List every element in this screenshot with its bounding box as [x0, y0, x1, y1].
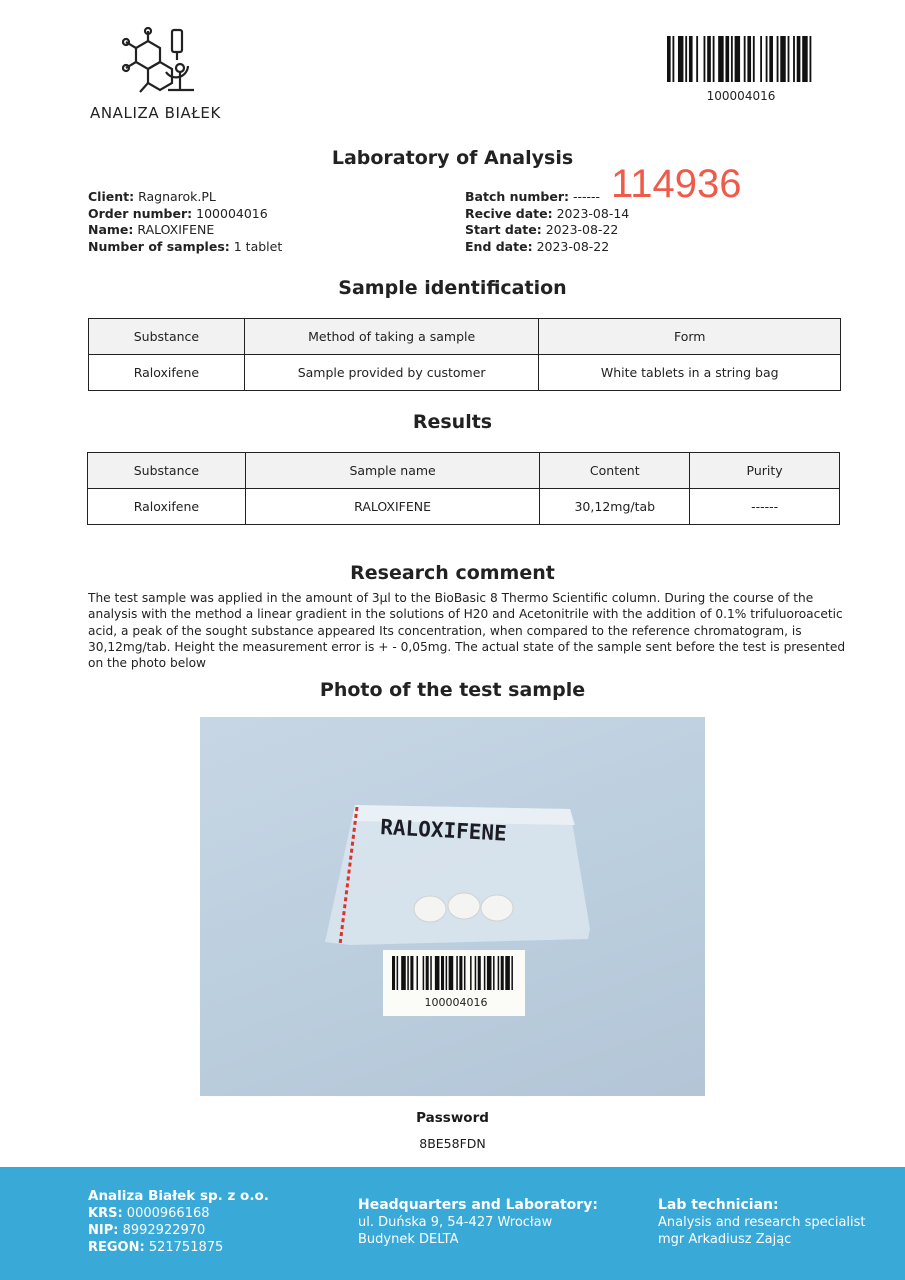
- barcode-bar: [725, 36, 729, 82]
- barcode-bar: [797, 36, 801, 82]
- barcode-bar: [475, 956, 477, 990]
- hq-heading: Headquarters and Laboratory:: [358, 1197, 598, 1213]
- barcode-bar: [493, 956, 495, 990]
- barcode-bar: [478, 956, 481, 990]
- bag-label: RALOXIFENE: [379, 815, 508, 846]
- barcode-bar: [456, 956, 458, 990]
- order-row: [88, 206, 282, 223]
- barcode-bar: [810, 36, 812, 82]
- barcode-bar: [464, 956, 466, 990]
- column-header: Substance: [89, 319, 245, 355]
- barcode-bar: [731, 36, 733, 82]
- nip-row: [88, 1222, 269, 1239]
- barcode-bar: [423, 956, 425, 990]
- regon-label: REGON:: [88, 1240, 145, 1255]
- company-name: Analiza Białek sp. z o.o.: [88, 1188, 269, 1204]
- sticker-barcode-number: 100004016: [424, 996, 488, 1009]
- barcode-bar: [713, 36, 715, 82]
- batch-label: Batch number:: [465, 189, 570, 204]
- end-value: 2023-08-22: [536, 238, 610, 254]
- regon-row: [88, 1239, 269, 1256]
- barcode-bar: [426, 956, 429, 990]
- tech-name: mgr Arkadiusz Zając: [658, 1232, 792, 1247]
- footer: [0, 1167, 905, 1280]
- barcode-bar: [392, 956, 395, 990]
- column-header: Method of taking a sample: [244, 319, 539, 355]
- column-header: Substance: [88, 453, 246, 489]
- barcode-bar: [760, 36, 762, 82]
- barcode-icon: [667, 36, 815, 82]
- barcode-bar: [696, 36, 698, 82]
- sample-identification-heading: Sample identification: [338, 277, 567, 299]
- nip-label: NIP:: [88, 1223, 119, 1238]
- column-header: Sample name: [245, 453, 540, 489]
- barcode-bar: [416, 956, 418, 990]
- molecule-microscope-logo-icon: [122, 26, 202, 98]
- barcode-bar: [430, 956, 432, 990]
- krs-label: KRS:: [88, 1206, 123, 1221]
- regon-value: 521751875: [148, 1240, 224, 1255]
- name-row: [88, 222, 282, 239]
- barcode-bar: [401, 956, 406, 990]
- results-table: [87, 452, 840, 525]
- barcode-bar: [802, 36, 807, 82]
- table-cell: ------: [690, 489, 840, 525]
- start-value: 2023-08-22: [545, 222, 619, 237]
- client-row: [88, 189, 282, 206]
- table-cell: Raloxifene: [88, 489, 246, 525]
- barcode-bar: [753, 36, 755, 82]
- table-row: [88, 489, 840, 525]
- start-row: [465, 222, 629, 239]
- barcode-bar: [459, 956, 462, 990]
- nip-value: 8992922970: [122, 1223, 206, 1238]
- barcode-bar: [704, 36, 706, 82]
- order-value: 100004016: [196, 205, 268, 221]
- barcode-bar: [793, 36, 795, 82]
- sample-photo: [200, 717, 705, 1096]
- barcode-bar: [441, 956, 444, 990]
- batch-number: 114936: [611, 162, 742, 206]
- hq-address: ul. Duńska 9, 54-427 Wrocław: [358, 1215, 553, 1230]
- order-label: Order number:: [88, 205, 193, 221]
- footer-company: [88, 1188, 269, 1256]
- barcode-bar: [501, 956, 504, 990]
- table-row: [89, 355, 841, 391]
- batch-info: [465, 189, 629, 255]
- samples-row: [88, 239, 282, 256]
- column-header: Purity: [690, 453, 840, 489]
- barcode-bar: [777, 36, 779, 82]
- tech-heading: Lab technician:: [658, 1197, 779, 1213]
- company-logo: [88, 22, 248, 122]
- barcode-bar: [449, 956, 454, 990]
- barcode-bar: [397, 956, 399, 990]
- barcode-bar: [747, 36, 751, 82]
- samples-value: 1 tablet: [233, 238, 283, 254]
- barcode-bar: [718, 36, 723, 82]
- table-header-row: [88, 453, 840, 489]
- barcode-bar: [678, 36, 683, 82]
- results-heading: Results: [412, 411, 493, 433]
- barcode-bar: [407, 956, 409, 990]
- barcode-bar: [446, 956, 448, 990]
- barcode-bar: [435, 956, 440, 990]
- footer-technician: [658, 1197, 866, 1248]
- table-cell: White tablets in a string bag: [539, 355, 841, 391]
- sample-bag-illustration: [200, 717, 705, 1096]
- barcode-bar: [487, 956, 492, 990]
- tech-role: Analysis and research specialist: [658, 1215, 866, 1230]
- barcode-bar: [744, 36, 746, 82]
- barcode-bar: [766, 36, 768, 82]
- barcode-bar: [707, 36, 711, 82]
- barcode-bar: [788, 36, 790, 82]
- barcode-bar: [511, 956, 513, 990]
- client-label: Client:: [88, 189, 135, 204]
- name-value: RALOXIFENE: [137, 222, 215, 237]
- start-label: Start date:: [465, 222, 542, 237]
- barcode-bar: [667, 36, 671, 82]
- page-title: Laboratory of Analysis: [331, 147, 574, 169]
- barcode-bar: [769, 36, 773, 82]
- barcode-bar: [498, 956, 500, 990]
- password-label: Password: [416, 1110, 489, 1126]
- krs-row: [88, 1205, 269, 1222]
- password-value: 8BE58FDN: [419, 1136, 486, 1151]
- barcode-bar: [505, 956, 510, 990]
- logo-text: ANALIZA BIAŁEK: [90, 104, 221, 122]
- research-comment-text: The test sample was applied in the amount of 3µl to the BioBasic 8 Thermo Scientific column. During the course of the analysis with the method a linear gradient in the solutions of H20 and Acetonitrile with the addition of 0.1% trifuluoroacetic acid, a peak of the sought substance appeared Its concentration, when compared to the reference chromatogram, is 30,12mg/tab. Height the measurement error is + - 0,05mg. The actual state of the sample sent before the test is presented on the photo below: [88, 591, 846, 671]
- table-cell: Raloxifene: [89, 355, 245, 391]
- samples-label: Number of samples:: [88, 238, 230, 254]
- photo-heading: Photo of the test sample: [319, 679, 586, 701]
- hq-building: Budynek DELTA: [358, 1232, 459, 1247]
- column-header: Content: [540, 453, 690, 489]
- tablets: [414, 893, 513, 922]
- barcode-bar: [672, 36, 674, 82]
- krs-value: 0000966168: [126, 1206, 210, 1221]
- name-label: Name:: [88, 222, 134, 237]
- footer-headquarters: [358, 1197, 598, 1248]
- barcode-bar: [410, 956, 413, 990]
- table-cell: Sample provided by customer: [244, 355, 539, 391]
- order-info: [88, 189, 282, 255]
- research-comment-heading: Research comment: [350, 562, 555, 584]
- receive-label: Recive date:: [465, 205, 553, 221]
- end-label: End date:: [465, 238, 533, 254]
- sample-identification-table: [88, 318, 841, 391]
- table-cell: 30,12mg/tab: [540, 489, 690, 525]
- column-header: Form: [539, 319, 841, 355]
- table-header-row: [89, 319, 841, 355]
- barcode-bar: [780, 36, 785, 82]
- receive-value: 2023-08-14: [556, 205, 630, 221]
- barcode-bar: [689, 36, 693, 82]
- receive-row: [465, 206, 629, 223]
- batch-dashes: ------: [573, 189, 601, 204]
- barcode-bar: [685, 36, 687, 82]
- barcode-bar: [735, 36, 740, 82]
- barcode-bar: [484, 956, 486, 990]
- table-cell: RALOXIFENE: [245, 489, 540, 525]
- barcode-number: 100004016: [706, 89, 776, 103]
- client-value: Ragnarok.PL: [138, 189, 216, 204]
- batch-row: [465, 189, 629, 206]
- barcode-bar: [470, 956, 472, 990]
- end-row: [465, 239, 629, 256]
